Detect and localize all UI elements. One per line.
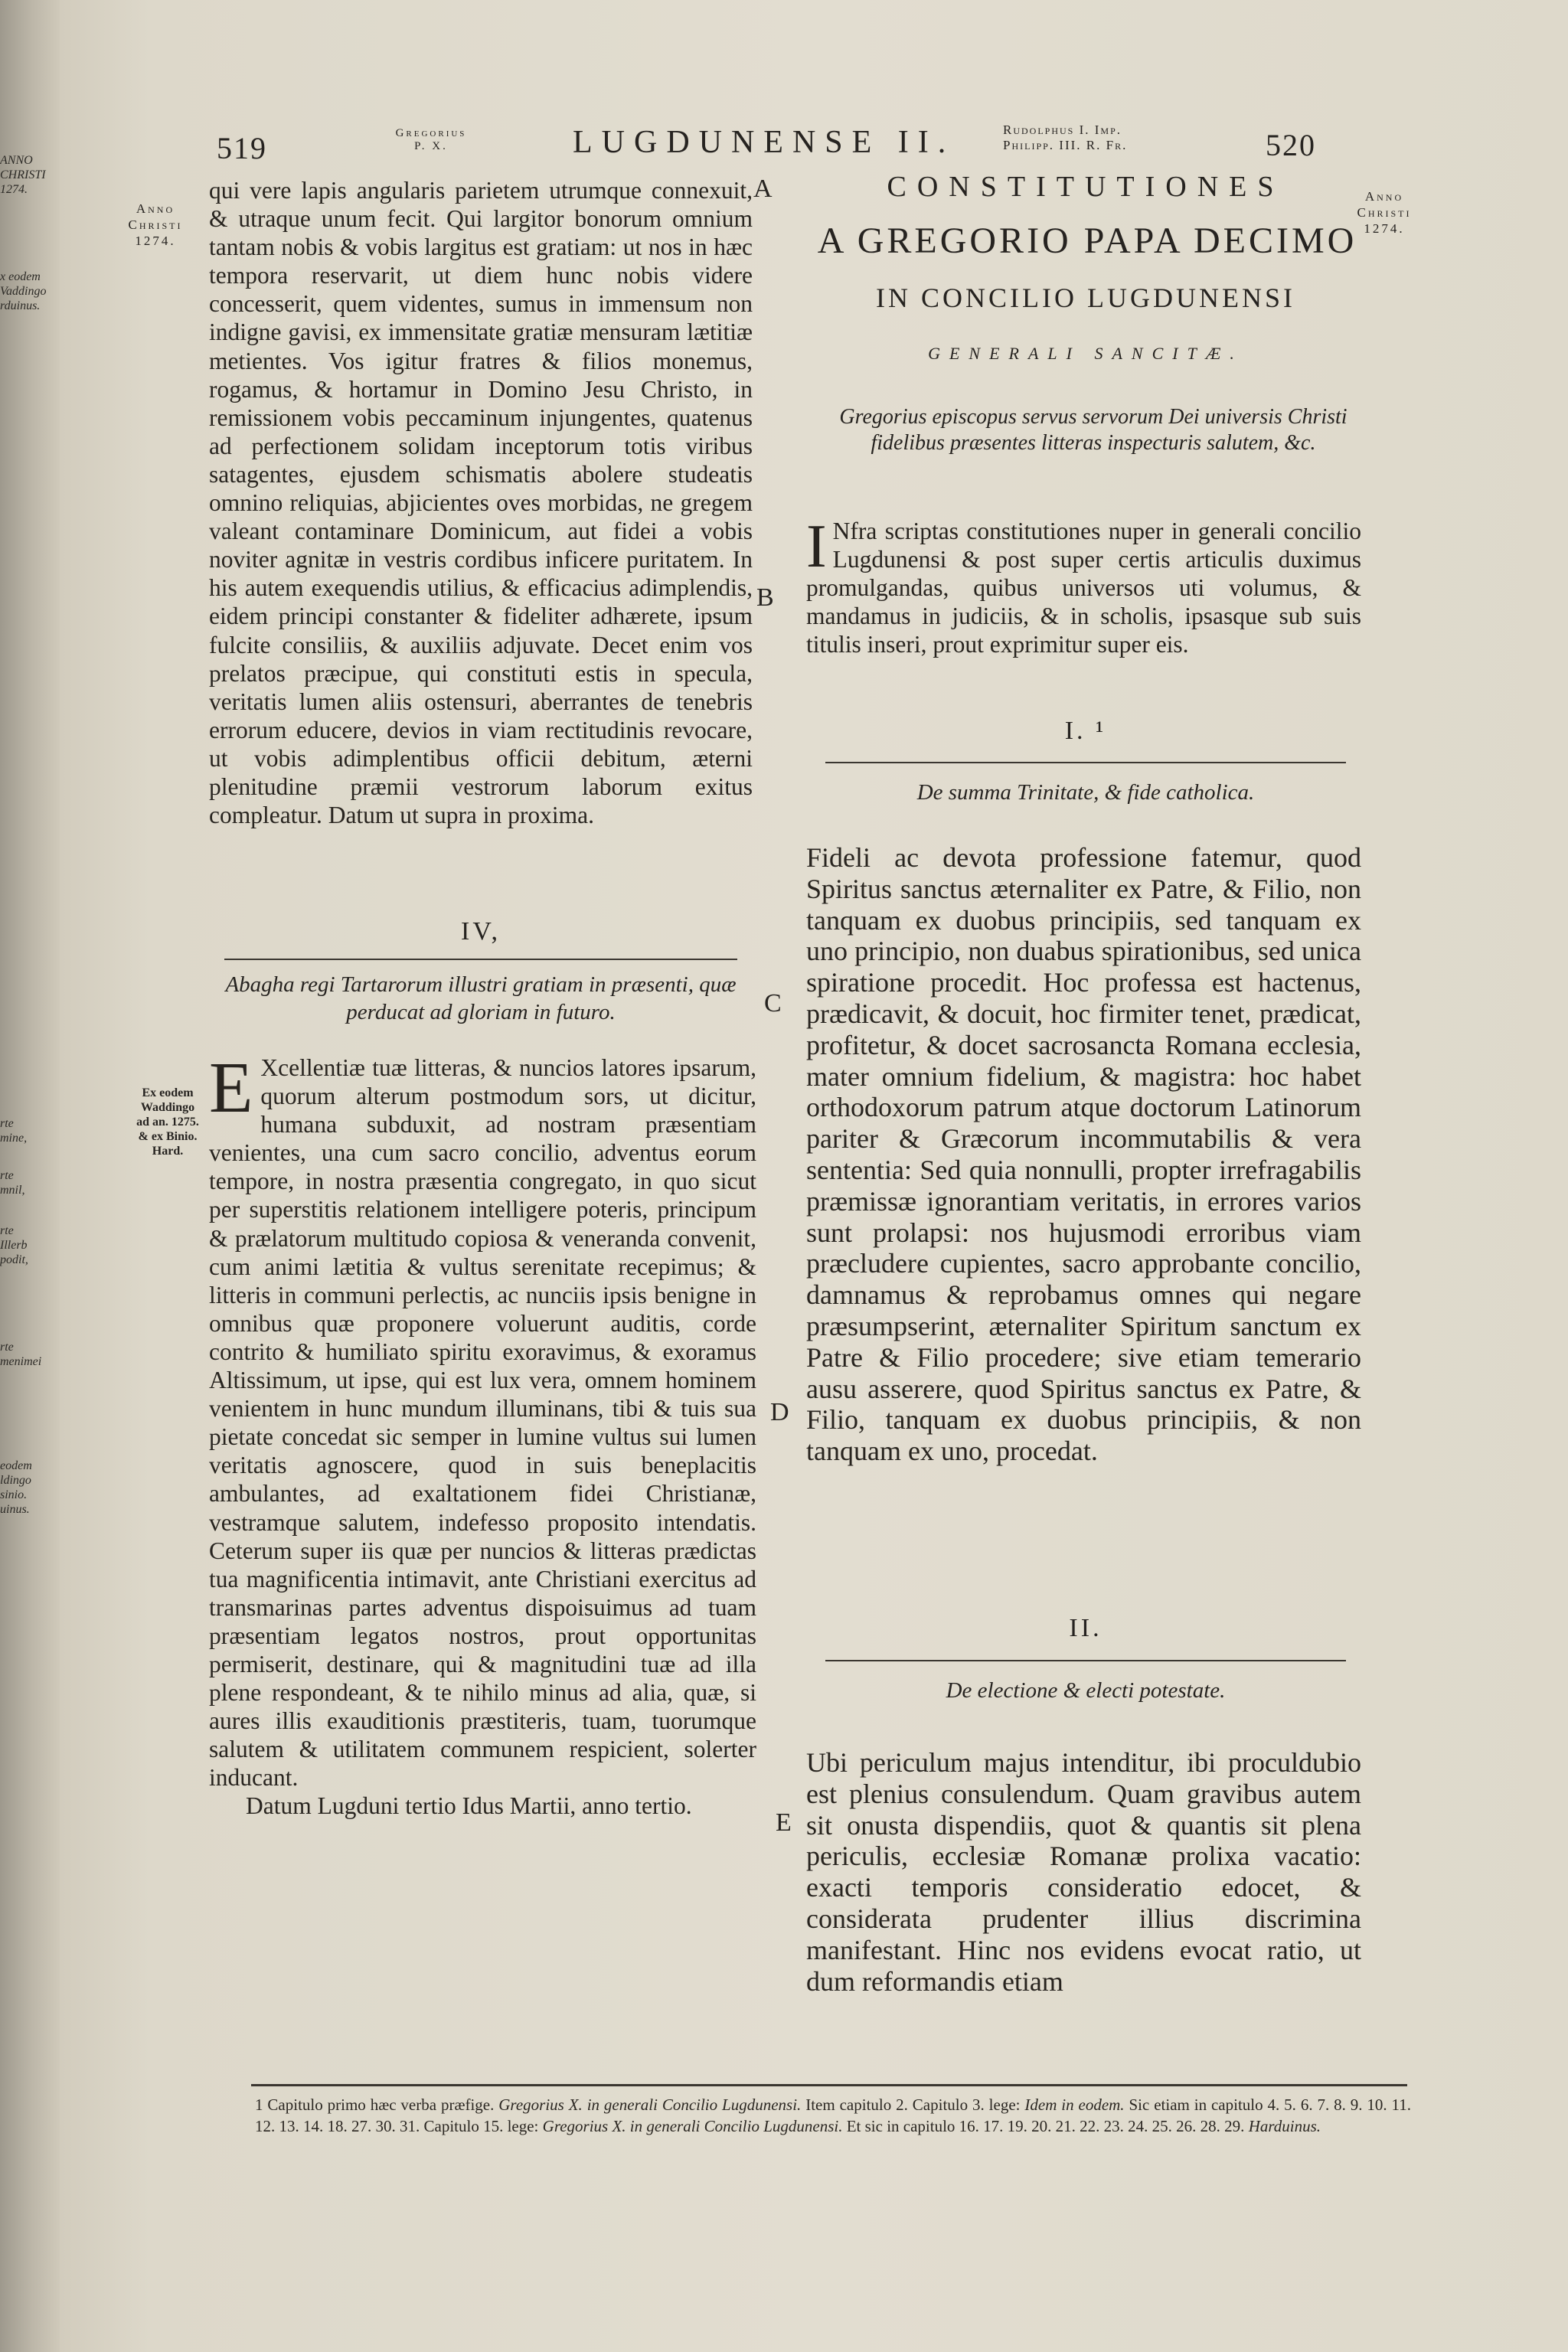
paragraph: Xcellentiæ tuæ litteras, & nuncios latores ipsarum, quorum alterum postmodum sors, ut dicitur, humana subduxit, ad nostram præsentiam venientes, una cum sacro concilio, adventus eorum tempore, in nostra præsentia congregato, in quo sicut per superstitis relationem intelligere poteris, principum & prælatorum multitudo copiosa & veneranda convenit, cum animi lætitia & vultus serenitate recepimus; & litteris in communi perlectis, ac nunciis ipsis benigne in omnibus quæ proponere voluerunt auditis, corde contrito & humiliato spiritu exoravimus, & exoramus Altissimum, ut ipse, qui est lux vera, omnem hominem venientem in hunc mundum illuminans, tibi & tuis sua pietate concedat sic semper in lumine vultus sui lumen veritatis agnoscere, quod in suis beneplacitis ambulantes, ad exaltationem fidei Christianæ, vestramque salutem, indefesso proposito intendatis. Ceterum super iis quæ per nuncios & litteras prædictas tua magnificentia intimavit, ante Christiani exercitus ad transmarinas partes adventus dispoisuimus ad tuam præsentiam legatos nostros, prout opportunitas permiserit, destinare, qui & magnitudini tuæ ad illa plene respondeant, & te nihilo minus ad alia, quæ, si aures illis exauditionis præstiteris, tuam, tuorumque salutem & utilitatem communem respicient, solerter inducant. xyxy=(209,1054,756,1792)
adjacent-margin-note: ANNO CHRISTI 1274. xyxy=(0,154,46,196)
adjacent-margin-note: rte mine, xyxy=(0,1117,28,1145)
adjacent-page-strip xyxy=(0,0,60,2352)
adjacent-margin-note: x eodem Vaddingo rduinus. xyxy=(0,270,47,312)
page-number-right: 520 xyxy=(1266,128,1316,162)
adjacent-margin-note: eodem ldingo sinio. uinus. xyxy=(0,1459,32,1516)
rule xyxy=(825,1660,1346,1661)
paragraph: qui vere lapis angularis parietem utrumque connexuit, & utraque unum fecit. Qui largitor bonorum omnium tantam nobis & vobis largitus est gratiam: ut nos in hæc tempora reservarit, ut diem hunc nobis videre concesserit, quem videntes, sumus in immensum non indigne gavisi, ex immensitate gratiæ mensuram lætitiæ metientes. Vos igitur fratres & filios monemus, rogamus, & hortamur in Domino Jesu Christo, in remissionem vobis peccaminum injungentes, quatenus ad perfectionem solidam inceptorum totis viribus satagentes, ejusdem schismatis abolere studeatis omnino reliquias, abjicientes oves morbidas, ne gregem valeant contaminare Dominicum, aut fidei a vobis noviter agnitæ in vestris cordibus inficere puritatem. In his autem exequendis utilius, & efficacius adimplendis, eidem principi constanter & fideliter adhærete, ipsum fulcite consiliis, & auxiliis adjuvate. Decet enim vos prelatos præcipue, qui constituti estis in specula, veritatis lumen aliis ostensuri, aberrantes de tenebris errorum educere, devios in viam rectitudinis revocare, ut vobis adimplentibus officii debitum, æterni plenitudine præmii vestrorum laborum exitus compleatur. Datum ut supra in proxima. xyxy=(209,177,753,829)
constitutions-subtitle-3: GENERALI SANCITÆ. xyxy=(928,344,1243,363)
adjacent-margin-note: rte mnil, xyxy=(0,1169,25,1197)
constitutions-subtitle: A GREGORIO PAPA DECIMO xyxy=(817,220,1357,261)
rule xyxy=(224,959,737,960)
paragraph: Ubi periculum majus intenditur, ibi proculdubio est plenius consulendum. Quam gravibus autem sit onusta dispendiis, quot & quantis sit plena periculis, ecclesiæ Romanæ prolixa vacatio: exacti temporis consideratio edocet, & considerata prudenter illius discrimina manifestant. Hinc nos evidens evocat ratio, ut dum reformandis etiam xyxy=(806,1747,1361,1997)
rubric: Abagha regi Tartarorum illustri gratiam in præsenti, quæ perducat ad gloriam in futuro. xyxy=(225,972,737,1024)
paragraph: Nfra scriptas constitutiones nuper in generali concilio Lugdunensi & post super certis articulis duximus promulgandas, quibus universos uti volumus, & mandamus in judiciis, & in scholis, ipsasque sub suis titulis inseri, prout exprimitur super eis. xyxy=(806,518,1361,658)
papal-salutation: Gregorius episcopus servus servorum Dei universis Christi fidelibus præsentes litteras inspecturis salutem, &c. xyxy=(839,405,1348,455)
section-letter-d: D xyxy=(770,1398,789,1426)
drop-cap: I xyxy=(806,513,827,580)
year-note-left: Anno Christi 1274. xyxy=(128,201,183,248)
drop-cap: E xyxy=(209,1048,253,1128)
adjacent-margin-note: rte Illerb podit, xyxy=(0,1224,28,1266)
section-letter-e: E xyxy=(776,1808,792,1837)
book-page xyxy=(60,0,1568,2352)
source-sidenote: Ex eodem Waddingo ad an. 1275. & ex Binio. Hard. xyxy=(136,1086,199,1158)
page-number-left: 519 xyxy=(217,131,267,165)
section-letter-a: A xyxy=(753,175,773,203)
running-title: LUGDUNENSE II. xyxy=(573,125,956,160)
running-head-left: Gregorius P. X. xyxy=(395,127,467,152)
rubric: De electione & electi potestate. xyxy=(946,1678,1226,1703)
left-column-text-2 xyxy=(209,1048,756,1821)
section-heading: IV, xyxy=(461,917,501,946)
constitutions-title: CONSTITUTIONES xyxy=(887,171,1285,203)
footnote-number: 1 xyxy=(255,2096,263,2114)
year-note-right: Anno Christi 1274. xyxy=(1357,189,1412,236)
section-heading: II. xyxy=(1069,1614,1102,1642)
footnote-rule xyxy=(251,2084,1407,2086)
right-column-intro xyxy=(806,513,1361,658)
adjacent-margin-note: rte menimei xyxy=(0,1341,42,1368)
canon-text-2 xyxy=(806,1747,1361,1997)
rubric: De summa Trinitate, & fide catholica. xyxy=(916,780,1255,805)
constitutions-subtitle-2: IN CONCILIO LUGDUNENSI xyxy=(876,283,1295,313)
section-heading: I. ¹ xyxy=(1064,717,1107,745)
footnote: 1 Capitulo primo hæc verba præfige. Gregorius X. in generali Concilio Lugdunensi. Item capitulo 2. Capitulo 3. lege: Idem in eodem. Sic etiam in capitulo 4. 5. 6. 7. 8. 9. 10. 11. 12. 13. 14. 18. 27. 30. 31. Capitulo 15. lege: Gregorius X. in generali Concilio Lugdunensi. Et sic in capitulo 16. 17. 19. 20. 21. 22. 23. 24. 25. 26. 28. 29. Harduinus. xyxy=(255,2096,1412,2135)
canon-text-1 xyxy=(806,842,1361,1467)
dating-clause: Datum Lugduni tertio Idus Martii, anno tertio. xyxy=(246,1792,692,1820)
paragraph: Fideli ac devota professione fatemur, quod Spiritus sanctus æternaliter ex Patre, & Filio, non tanquam ex duobus principiis, sed tanquam ex uno principio, non duabus spirationibus, sed unica spiratione procedit. Hoc professa est hactenus, prædicavit, & docuit, hoc firmiter tenet, prædicat, profitetur, & docet sacrosancta Romana ecclesia, mater omnium fidelium, & magistra: hoc habet orthodoxorum patrum atque doctorum Latinorum pariter & Græcorum incommutabilis & vera sententia: Sed quia nonnulli, propter irrefragabilis præmissæ ignorantiam veritatis, in errores varios sunt prolapsi: nos hujusmodi erroribus viam præcludere cupientes, sacro approbante concilio, damnamus & reprobamus omnes qui negare præsumpserint, æternaliter Spiritum sanctum ex Patre & Filio procedere; sive etiam temerario ausu asserere, quod Spiritus sanctus ex Patre, & Filio, tanquam ex duobus principiis, & non tanquam ex uno, procedat. xyxy=(806,842,1361,1467)
section-letter-c: C xyxy=(764,989,782,1018)
section-letter-b: B xyxy=(756,583,774,612)
rule xyxy=(825,762,1346,763)
running-head-right: Rudolphus I. Imp. Philipp. III. R. Fr. xyxy=(1003,122,1128,152)
left-column-text xyxy=(209,176,753,829)
